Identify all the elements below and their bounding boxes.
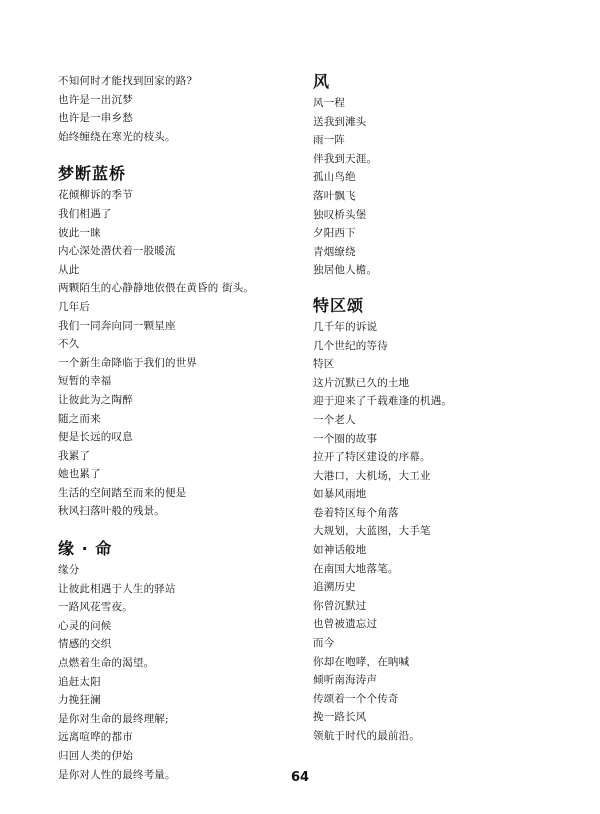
poem-line: 始终缠绕在寒光的枝头。 (58, 130, 176, 143)
right-column (313, 72, 573, 746)
poem-line: 让彼此为之陶醉 (58, 393, 133, 406)
intro-stanza (58, 72, 308, 146)
poem-line: 我们一同奔向同一颗星座 (58, 319, 176, 332)
poem-line: 落叶飘飞 (313, 189, 356, 202)
poem-line: 两颗陌生的心静静地依偎在黄昏的 街头。 (58, 282, 255, 295)
poem-line: 也许是一串乡愁 (58, 112, 133, 125)
poem-line: 传颂着一个个传奇 (313, 692, 399, 705)
poem-line: 你曾沉默过 (313, 599, 367, 612)
poem-line: 她也累了 (58, 468, 101, 481)
stanza-gap (58, 146, 308, 164)
poem-body (58, 561, 308, 784)
stanza-gap (58, 521, 308, 539)
stanza-gap (313, 280, 573, 296)
poem-line: 这片沉默已久的土地 (313, 376, 410, 389)
poem-line: 领航于时代的最前沿。 (313, 730, 420, 742)
poem-line: 心灵的问候 (58, 619, 112, 632)
poem-body (313, 318, 573, 746)
poem-line: 一个老人 (313, 413, 356, 426)
poem-line: 追赶太阳 (58, 675, 101, 688)
poem-line: 一路风花雪夜。 (58, 601, 133, 614)
page-number: 64 (290, 770, 310, 785)
poem-line: 夕阳西下 (313, 227, 356, 240)
poem-line: 你却在咆哮，在呐喊 (313, 655, 410, 668)
poem-line: 卷着特区每个角落 (313, 506, 399, 519)
poem-line: 是你对生命的最终理解; (58, 712, 169, 725)
poem-line: 风一程 (313, 97, 346, 109)
poem-line: 如神话般地 (313, 544, 367, 557)
poem-line: 生活的空间踏至而来的便是 (58, 486, 187, 499)
left-column (58, 72, 308, 784)
poem-line: 如暴风雨地 (313, 488, 367, 501)
poem-line: 花倾柳诉的季节 (58, 189, 133, 202)
poem-line: 不知何时才能找到回家的路? (58, 75, 193, 87)
poem-line: 在南国大地落笔。 (313, 562, 399, 575)
poem-line: 送我到滩头 (313, 115, 367, 128)
poem-body (313, 94, 573, 280)
poem-line: 情感的交织 (58, 638, 112, 651)
poem-line: 几年后 (58, 300, 91, 313)
poem-line: 青烟缭绕 (313, 245, 356, 258)
poem-line: 力挽狂澜 (58, 694, 101, 707)
poem-line: 独居他人檐。 (313, 264, 378, 277)
poem-title: 特区颂 (313, 295, 365, 315)
poem-line: 远离喧哗的都市 (58, 731, 133, 744)
poem-line: 缘分 (58, 564, 80, 577)
poem-line: 从此 (58, 263, 80, 276)
poem-line: 不久 (58, 338, 80, 351)
poem-line: 便是长远的叹息 (58, 431, 133, 444)
poem-line: 随之而来 (58, 412, 101, 425)
poem-line: 拉开了特区建设的序幕。 (313, 451, 431, 464)
poem-line: 也许是一出沉梦 (58, 93, 133, 106)
poem-line: 我们相遇了 (58, 207, 112, 220)
poem-line: 孤山鸟绝 (313, 171, 356, 184)
poem-line: 大规划，大蓝图，大手笔 (313, 525, 431, 538)
poem-title: 缘 · 命 (58, 539, 113, 559)
poem-line: 几个世纪的等待 (313, 339, 388, 352)
poem-body (58, 186, 308, 521)
poem-title: 风 (313, 72, 331, 91)
poem-line: 倾听南海涛声 (313, 674, 378, 687)
poem-line: 我累了 (58, 449, 91, 462)
poem-line: 内心深处潜伏着一股暖流 (58, 245, 176, 258)
poem-line: 追溯历史 (313, 581, 356, 594)
poem-line: 归回人类的伊始 (58, 750, 133, 762)
poem-line: 一个圈的故事 (313, 432, 378, 445)
poem-line: 彼此一睐 (58, 226, 101, 239)
poem-line: 大港口，大机场，大工业 (313, 469, 431, 482)
poem-line: 几千年的诉说 (313, 320, 378, 333)
poem-line: 迎于迎来了千载难逢的机遇。 (313, 395, 453, 408)
poem-line: 伴我到天涯。 (313, 152, 378, 165)
poem-line: 特区 (313, 358, 335, 371)
poem-line: 点燃着生命的渴望。 (58, 657, 155, 670)
poem-line: 让彼此相遇于人生的驿站 (58, 582, 176, 595)
poem-line: 也曾被遗忘过 (313, 618, 378, 631)
poem-line: 独叹桥头堡 (313, 208, 367, 221)
poem-line: 而今 (313, 637, 335, 650)
poem-line: 是你对人性的最终考量。 (58, 768, 176, 781)
poem-title: 梦断蓝桥 (58, 164, 127, 184)
poem-line: 一个新生命降临于我们的世界 (58, 356, 198, 369)
poem-line: 雨一阵 (313, 134, 346, 147)
poem-line: 秋风扫落叶般的残景。 (58, 505, 165, 518)
poem-line: 挽一路长风 (313, 711, 367, 724)
poem-line: 短暂的幸福 (58, 375, 112, 388)
